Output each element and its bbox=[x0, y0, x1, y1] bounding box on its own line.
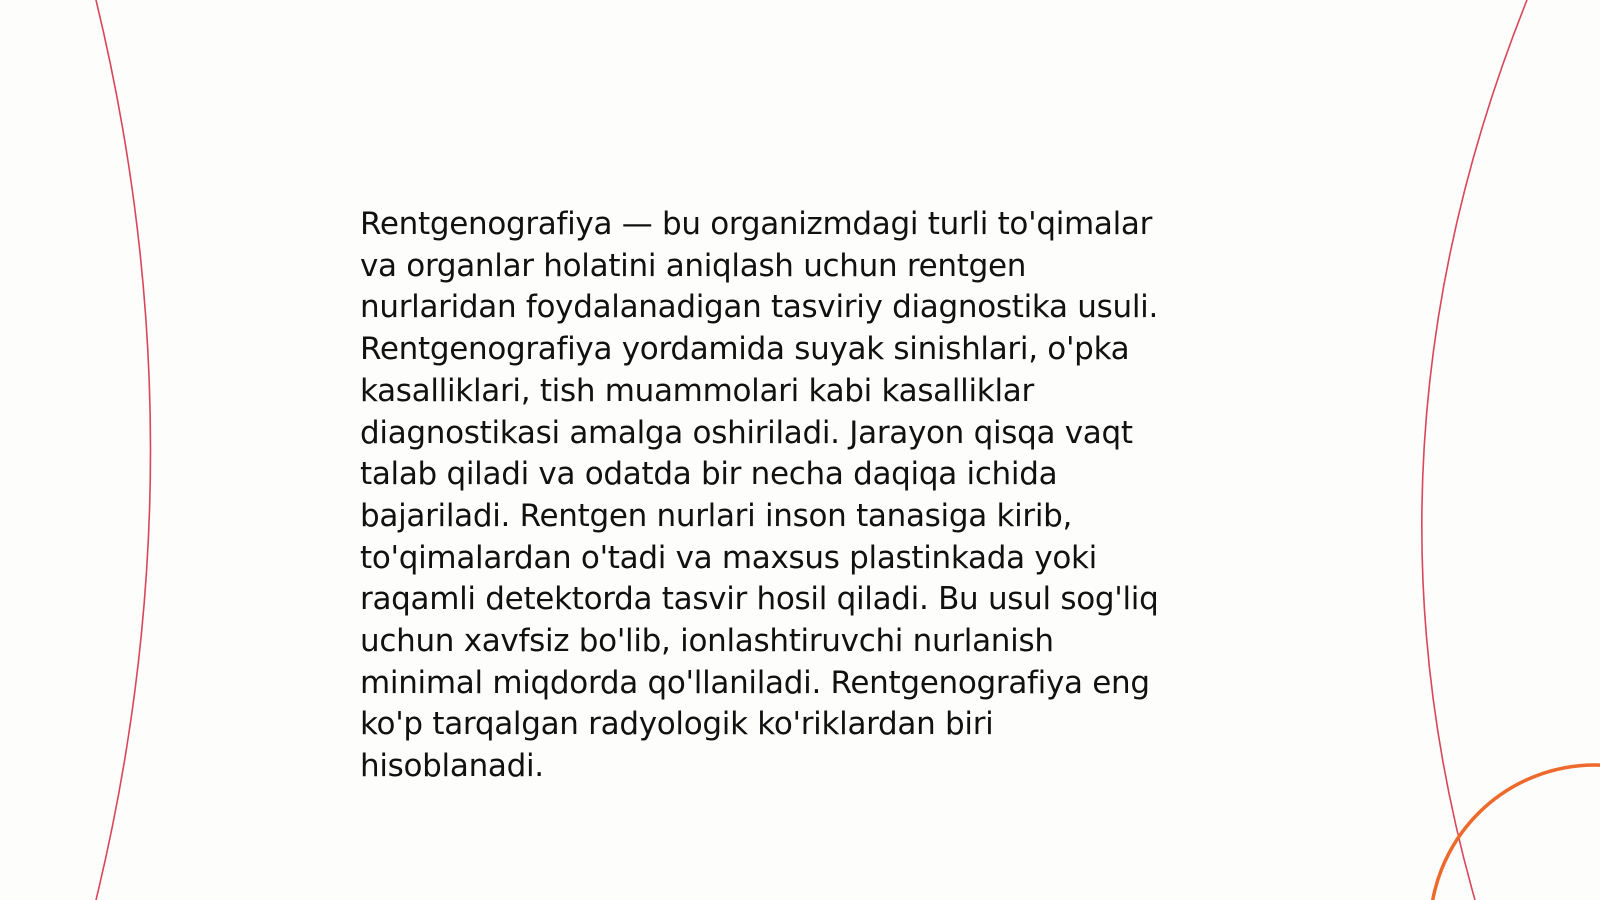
left-curve bbox=[96, 0, 151, 900]
right-curve bbox=[1422, 0, 1527, 900]
body-paragraph: Rentgenografiya — bu organizmdagi turli to'qimalar va organlar holatini aniqlash uchun rentgen nurlaridan foydalanadigan tasviriy diagnostika usuli. Rentgenografiya yordamida suyak sinishlari, o'pka kasalliklari, tish muammolari kabi kasalliklar diagnostikasi amalga oshiriladi. Jarayon qisqa vaqt talab qiladi va odatda bir necha daqiqa ichida bajariladi. Rentgen nurlari inson tanasiga kirib, to'qimalardan o'tadi va maxsus plastinkada yoki raqamli detektorda tasvir hosil qiladi. Bu usul sog'liq uchun xavfsiz bo'lib, ionlashtiruvchi nurlanish minimal miqdorda qo'llaniladi. Rentgenografiya eng ko'p tarqalgan radyologik ko'riklardan biri hisoblanadi. bbox=[360, 206, 1159, 785]
orange-ring bbox=[1430, 765, 1600, 900]
